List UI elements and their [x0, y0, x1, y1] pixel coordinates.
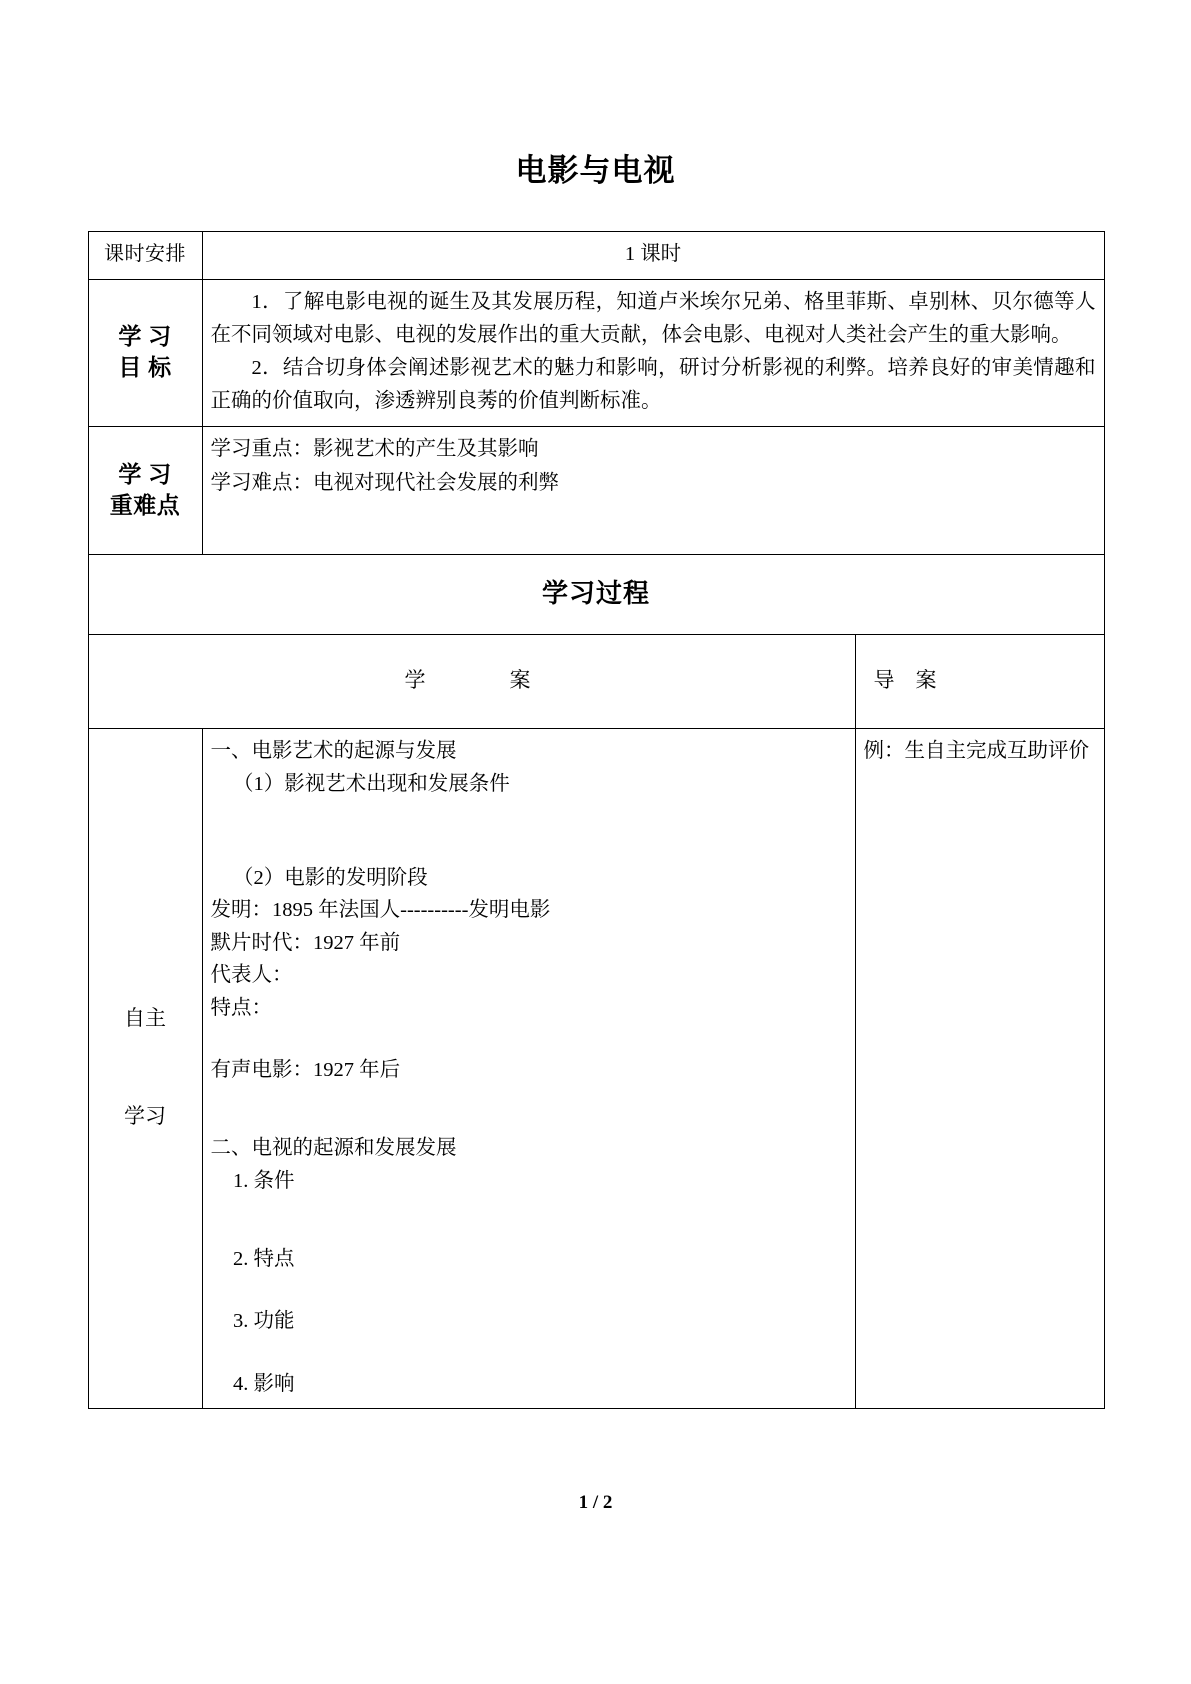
key-point-line-2: 学习难点：电视对现代社会发展的利弊	[210, 471, 559, 494]
schedule-label-cell	[88, 231, 202, 279]
study-line-feature: 特点：	[210, 996, 272, 1019]
guide-plan-header: 导 案	[873, 668, 937, 693]
page-title: 电影与电视	[515, 153, 676, 188]
process-header-cell	[88, 555, 1104, 635]
objectives-label-cell	[88, 279, 202, 427]
guide-content	[856, 729, 1104, 775]
table-row-autonomy	[88, 729, 1104, 1409]
key-points-label	[89, 453, 202, 529]
table-row-objectives	[88, 279, 1104, 427]
key-points-label-line2: 重难点	[109, 492, 181, 518]
objectives-label-line1: 学 习	[118, 323, 172, 349]
study-item-3: 3. 功能	[233, 1310, 295, 1333]
objectives-label	[89, 315, 202, 391]
autonomy-label-line2: 学习	[124, 1103, 166, 1128]
study-line-silent: 默片时代：1927 年前	[210, 931, 401, 954]
study-plan-header-cell	[88, 635, 855, 729]
schedule-value: 1 课时	[624, 242, 682, 265]
schedule-label: 课时安排	[104, 242, 186, 265]
study-line-sound: 有声电影：1927 年后	[210, 1058, 401, 1081]
study-gap-5	[211, 1275, 847, 1305]
study-gap-4	[211, 1197, 847, 1243]
objectives-content	[203, 280, 1104, 427]
study-sub-2: （2）电影的发明阶段	[233, 867, 428, 890]
study-gap-1	[211, 800, 847, 862]
lesson-plan-table	[88, 231, 1105, 1409]
guide-content-cell	[855, 729, 1104, 1409]
study-line-invent: 发明：1895 年法国人----------发明电影	[210, 899, 551, 922]
table-row-process-header	[88, 555, 1104, 635]
study-heading-2: 二、电视的起源和发展发展	[210, 1137, 457, 1160]
autonomy-label-spacer	[97, 1036, 194, 1100]
study-item-4: 4. 影响	[233, 1372, 295, 1395]
table-row-key-points	[88, 427, 1104, 555]
study-heading-1: 一、电影艺术的起源与发展	[210, 740, 457, 763]
schedule-value-cell	[202, 231, 1104, 279]
lesson-plan-table-container	[88, 191, 1104, 1409]
page-footer: 1 / 2	[578, 1492, 613, 1513]
key-points-content-cell	[202, 427, 1104, 555]
objectives-content-cell	[202, 279, 1104, 427]
study-sub-1: （1）影视艺术出现和发展条件	[233, 772, 510, 795]
key-point-line-1: 学习重点：影视艺术的产生及其影响	[210, 438, 539, 461]
autonomy-label	[89, 996, 202, 1141]
autonomy-label-cell	[88, 729, 202, 1409]
study-plan-header: 学 案	[404, 668, 545, 693]
study-gap-6	[211, 1338, 847, 1368]
study-gap-2	[211, 1024, 847, 1054]
objective-item-2: 2．结合切身体会阐述影视艺术的魅力和影响，研讨分析影视的利弊。培养良好的审美情趣和正确的价值取向，渗透辨别良莠的价值判断标准。	[210, 356, 1096, 413]
study-item-2: 2. 特点	[233, 1248, 295, 1271]
study-content-cell	[202, 729, 855, 1409]
process-header: 学习过程	[541, 578, 650, 608]
study-gap-3	[211, 1086, 847, 1132]
table-row-column-headers	[88, 635, 1104, 729]
objectives-label-line2: 目 标	[118, 354, 172, 380]
study-line-representative: 代表人：	[210, 964, 293, 987]
key-points-label-line1: 学 习	[118, 461, 172, 487]
table-row-schedule	[88, 231, 1104, 279]
objective-item-1: 1．了解电影电视的诞生及其发展历程，知道卢米埃尔兄弟、格里菲斯、卓别林、贝尔德等人在不同领域对电影、电视的发展作出的重大贡献，体会电影、电视对人类社会产生的重大影响。	[210, 290, 1096, 346]
key-points-content	[203, 427, 1104, 507]
guide-content-text: 例：生自主完成互助评价	[863, 740, 1089, 763]
study-content	[203, 729, 855, 1408]
study-item-1: 1. 条件	[233, 1169, 295, 1192]
autonomy-label-line1: 自主	[124, 1006, 166, 1031]
key-points-label-cell	[88, 427, 202, 555]
guide-plan-header-cell	[855, 635, 1104, 729]
